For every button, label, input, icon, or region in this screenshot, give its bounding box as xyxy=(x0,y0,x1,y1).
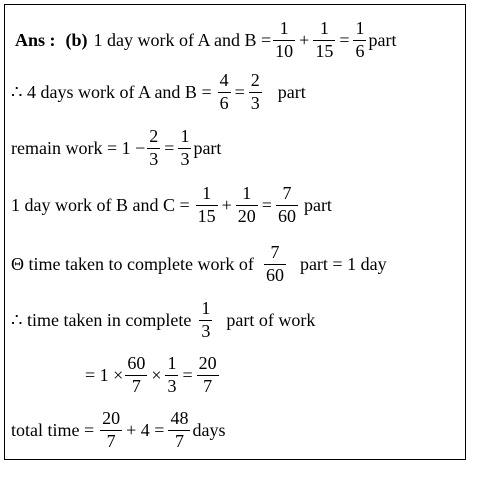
denominator: 7 xyxy=(131,375,141,396)
denominator: 7 xyxy=(174,430,184,451)
denominator: 7 xyxy=(106,430,116,451)
line-6-text: ∴ time taken in complete xyxy=(11,310,192,330)
denominator: 3 xyxy=(149,148,159,169)
numerator: 2 xyxy=(149,125,159,146)
numerator: 1 xyxy=(202,182,212,203)
plus-sign: + xyxy=(221,195,232,215)
line-1-tail: part xyxy=(368,30,397,50)
numerator: 1 xyxy=(201,297,211,318)
line-3-text: remain work = 1 − xyxy=(11,138,146,158)
answer-option: (b) xyxy=(65,30,88,50)
equals-sign: = xyxy=(339,30,350,50)
line-6 xyxy=(11,295,315,345)
numerator: 1 xyxy=(319,17,329,38)
line-5 xyxy=(11,239,387,289)
line-7-text: = 1 × xyxy=(85,365,124,385)
fraction-1-15 xyxy=(313,19,335,62)
fraction-20-7 xyxy=(197,354,219,397)
numerator: 20 xyxy=(102,407,121,428)
line-3-tail: part xyxy=(193,138,222,158)
numerator: 48 xyxy=(170,407,189,428)
line-8 xyxy=(11,405,225,455)
numerator: 7 xyxy=(270,241,280,262)
denominator: 60 xyxy=(265,264,284,285)
denominator: 6 xyxy=(355,40,365,61)
denominator: 6 xyxy=(219,92,229,113)
denominator: 20 xyxy=(237,205,256,226)
line-5-text: Θ time taken to complete work of xyxy=(11,254,254,274)
denominator: 60 xyxy=(277,205,296,226)
solution-box xyxy=(4,4,466,460)
line-2-tail: part xyxy=(277,82,306,102)
line-4-text: 1 day work of B and C = xyxy=(11,195,190,215)
numerator: 1 xyxy=(279,17,289,38)
line-5-tail: part = 1 day xyxy=(299,254,387,274)
denominator: 3 xyxy=(180,148,190,169)
answer-label: Ans : xyxy=(15,30,56,50)
fraction-2-3 xyxy=(147,127,160,170)
numerator: 20 xyxy=(198,352,217,373)
plus-four-equals: + 4 = xyxy=(126,420,165,440)
fraction-48-7 xyxy=(168,409,190,452)
fraction-1-3 xyxy=(165,354,178,397)
fraction-1-3 xyxy=(178,127,191,170)
line-7 xyxy=(85,350,221,400)
line-1 xyxy=(15,15,396,65)
fraction-1-6 xyxy=(353,19,366,62)
line-3 xyxy=(11,123,221,173)
fraction-1-15 xyxy=(196,184,218,227)
numerator: 7 xyxy=(282,182,292,203)
equals-sign: = xyxy=(234,82,245,102)
numerator: 4 xyxy=(219,69,229,90)
equals-sign: = xyxy=(182,365,193,385)
denominator: 3 xyxy=(167,375,177,396)
numerator: 1 xyxy=(180,125,190,146)
denominator: 3 xyxy=(250,92,260,113)
equals-sign: = xyxy=(261,195,272,215)
denominator: 15 xyxy=(315,40,334,61)
line-4-tail: part xyxy=(303,195,332,215)
line-8-tail: days xyxy=(192,420,226,440)
fraction-1-3 xyxy=(199,299,212,342)
fraction-7-60 xyxy=(276,184,298,227)
line-6-tail: part of work xyxy=(226,310,316,330)
numerator: 1 xyxy=(167,352,177,373)
fraction-60-7 xyxy=(125,354,147,397)
fraction-7-60 xyxy=(264,243,286,286)
denominator: 15 xyxy=(197,205,216,226)
fraction-20-7 xyxy=(100,409,122,452)
equals-sign: = xyxy=(164,138,175,158)
fraction-2-3 xyxy=(249,71,262,114)
numerator: 1 xyxy=(242,182,252,203)
plus-sign: + xyxy=(299,30,310,50)
numerator: 60 xyxy=(127,352,146,373)
numerator: 1 xyxy=(355,17,365,38)
fraction-1-20 xyxy=(236,184,258,227)
line-4 xyxy=(11,180,332,230)
denominator: 7 xyxy=(203,375,213,396)
denominator: 3 xyxy=(201,320,211,341)
line-2-text: ∴ 4 days work of A and B = xyxy=(11,82,212,102)
fraction-1-10 xyxy=(273,19,295,62)
line-2 xyxy=(11,67,306,117)
numerator: 2 xyxy=(250,69,260,90)
line-8-text: total time = xyxy=(11,420,95,440)
line-1-text: 1 day work of A and B = xyxy=(93,30,272,50)
times-sign: × xyxy=(151,365,162,385)
denominator: 10 xyxy=(275,40,294,61)
fraction-4-6 xyxy=(218,71,231,114)
